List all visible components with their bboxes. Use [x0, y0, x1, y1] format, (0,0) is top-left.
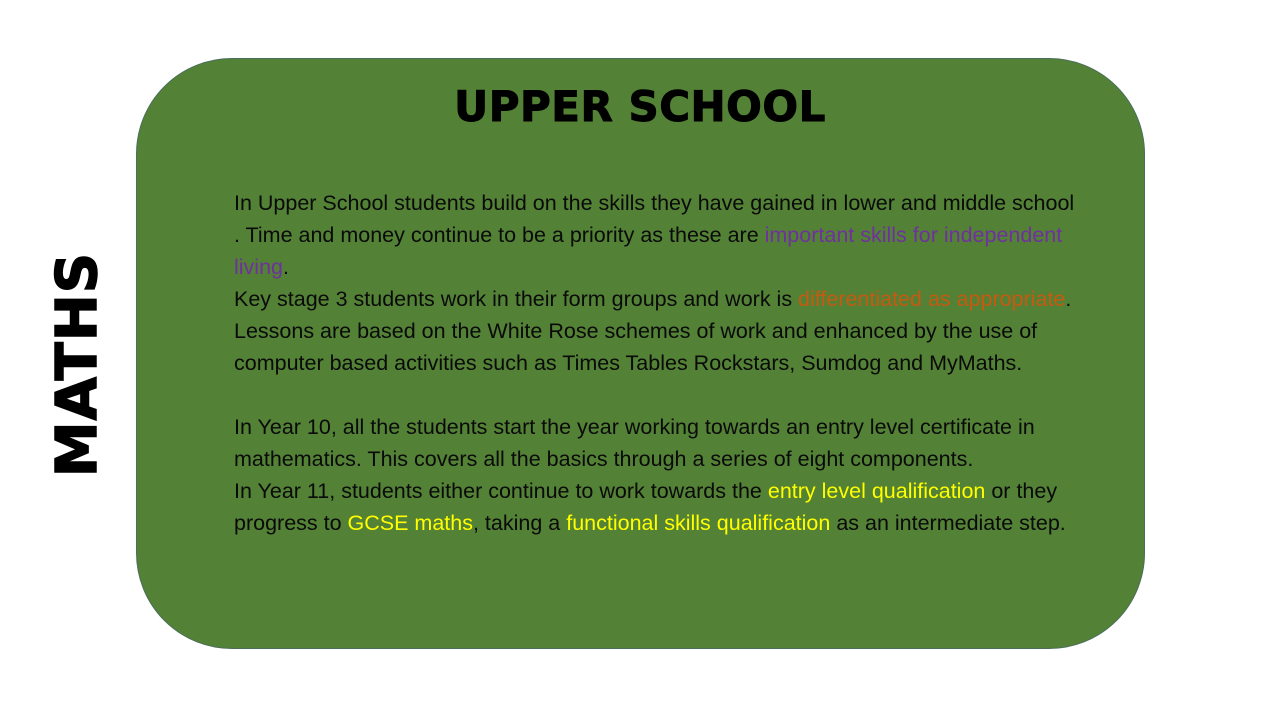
side-title — [45, 251, 111, 477]
highlight-gcse-maths: GCSE maths — [347, 511, 473, 535]
text-segment: as an intermediate step. — [830, 511, 1066, 535]
text-segment: In Year 10, all the students start the year working towards an entry level certificate in mathematics. This covers all the basics through a series of eight components. — [234, 415, 1035, 471]
text-segment: In Upper School students build on the skills they have gained in lower and middle school . Time and money continue to be a priority as these are — [234, 191, 1075, 247]
highlight-independent-living: important skills for independent living — [234, 223, 1063, 279]
panel-body — [234, 187, 1084, 539]
side-title-text: MATHS — [45, 251, 111, 477]
panel-title: UPPER SCHOOL — [454, 82, 826, 131]
paragraph-upper-school-intro — [234, 187, 1084, 283]
paragraph-spacer — [234, 379, 1084, 411]
paragraph-year-10 — [234, 411, 1084, 475]
text-segment: . Lessons are based on the White Rose schemes of work and enhanced by the use of computer based activities such as Times Tables Rockstars, Sumdog and MyMaths. — [234, 287, 1072, 375]
highlight-entry-level-qualification: entry level qualification — [767, 479, 986, 503]
text-segment: Key stage 3 students work in their form groups and work is — [234, 287, 799, 311]
highlight-functional-skills: functional skills qualification — [566, 511, 831, 535]
paragraph-key-stage-3 — [234, 283, 1084, 379]
text-segment: . — [283, 255, 289, 279]
highlight-differentiated: differentiated as appropriate — [798, 287, 1066, 311]
paragraph-year-11 — [234, 475, 1084, 539]
text-segment: or they progress to — [234, 479, 1058, 535]
text-segment: In Year 11, students either continue to work towards the — [234, 479, 768, 503]
text-segment: , taking a — [472, 511, 567, 535]
